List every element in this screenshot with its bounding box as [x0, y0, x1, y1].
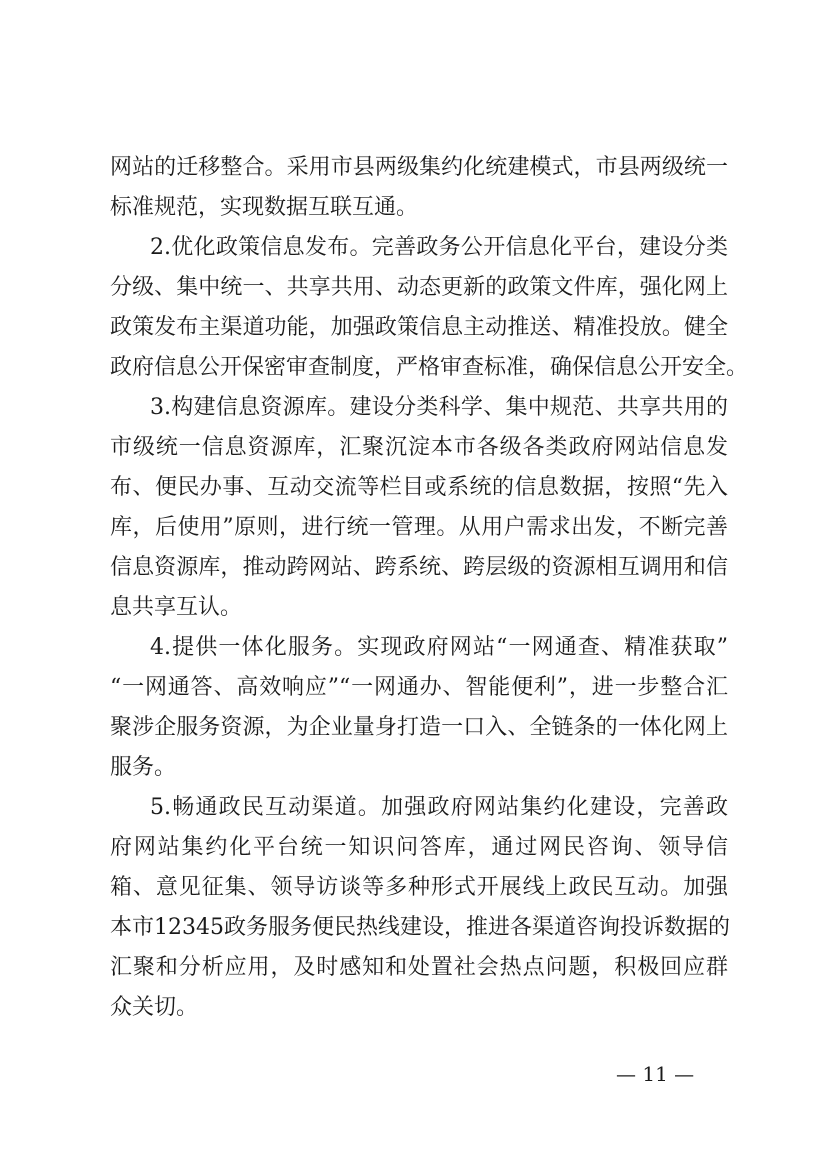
- text-line: 库，后使用”原则，进行统一管理。从用户需求出发，不断完善: [110, 515, 728, 540]
- text-line: 众关切。: [110, 995, 199, 1020]
- text-line: 信息资源库，推动跨网站、跨系统、跨层级的资源相互调用和信: [110, 555, 728, 580]
- text-line: 府网站集约化平台统一知识问答库，通过网民咨询、领导信: [110, 835, 728, 860]
- text-line: 分级、集中统一、共享共用、动态更新的政策文件库，强化网上: [110, 275, 728, 300]
- text-line: 标准规范，实现数据互联互通。: [110, 195, 419, 220]
- text-line: 息共享互认。: [110, 595, 243, 620]
- text-line: 汇聚和分析应用，及时感知和处置社会热点问题，积极回应群: [110, 955, 728, 980]
- text-line: 聚涉企服务资源，为企业量身打造一口入、全链条的一体化网上: [110, 715, 728, 740]
- text-line: 5.畅通政民互动渠道。加强政府网站集约化建设，完善政: [150, 795, 728, 820]
- page-number: — 11 —: [616, 1062, 695, 1086]
- text-line: 3.构建信息资源库。建设分类科学、集中规范、共享共用的: [150, 395, 728, 420]
- text-line: 2.优化政策信息发布。完善政务公开信息化平台，建设分类: [150, 235, 728, 260]
- text-line: 政策发布主渠道功能，加强政策信息主动推送、精准投放。健全: [110, 315, 728, 340]
- text-line: 箱、意见征集、领导访谈等多种形式开展线上政民互动。加强: [110, 875, 728, 900]
- document-body: [110, 148, 749, 1028]
- text-line: 网站的迁移整合。采用市县两级集约化统建模式，市县两级统一: [110, 155, 728, 180]
- text-line: “一网通答、高效响应”“一网通办、智能便利”，进一步整合汇: [110, 675, 728, 700]
- text-line: 布、便民办事、互动交流等栏目或系统的信息数据，按照“先入: [110, 475, 728, 500]
- text-line: 本市12345政务服务便民热线建设，推进各渠道咨询投诉数据的: [110, 915, 730, 940]
- text-line: 政府信息公开保密审查制度，严格审查标准，确保信息公开安全。: [110, 355, 749, 380]
- text-line: 服务。: [110, 755, 177, 780]
- text-line: 市级统一信息资源库，汇聚沉淀本市各级各类政府网站信息发: [110, 435, 728, 460]
- text-line: 4.提供一体化服务。实现政府网站“一网通查、精准获取”: [150, 635, 728, 660]
